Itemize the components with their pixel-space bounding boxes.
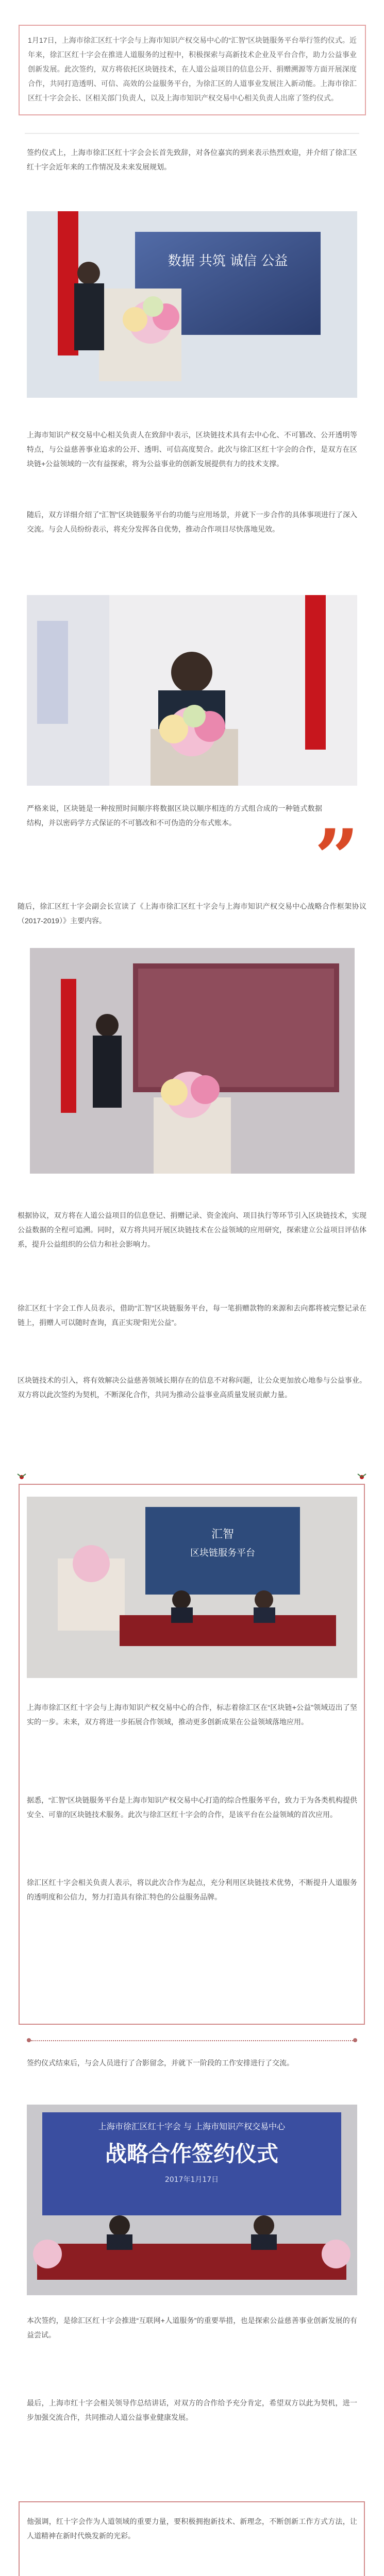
paragraph-15: 他强调，红十字会作为人道领域的重要力量，要积极拥抱新技术、新理念，不断创新工作方式方法，让人道精神在新时代焕发新的光彩。 (27, 2517, 357, 2540)
paragraph-12: 签约仪式结束后，与会人员进行了合影留念，并就下一阶段的工作安排进行了交流。 (27, 2059, 294, 2067)
paragraph-10: 据悉，“汇智”区块链服务平台是上海市知识产权交易中心打造的综合性服务平台，致力于为各类机构提供安全、可靠的区块链技术服务。此次与徐汇区红十字会的合作，是该平台在公益领域的首次应用。 (27, 1796, 357, 1819)
paragraph-4: 严格来说，区块链是一种按照时间顺序将数据区块以顺序相连的方式组合成的一种链式数据结构，并以密码学方式保证的不可篡改和不可伪造的分布式账本。 (27, 804, 322, 827)
sprig-icon (15, 1471, 28, 1483)
dotted-divider (31, 2040, 353, 2041)
ceremony-title-small: 上海市徐汇区红十字会 与 上海市知识产权交易中心 (98, 2122, 286, 2131)
quote-mark-icon: ” (314, 812, 359, 903)
dot-icon (353, 2038, 357, 2042)
paragraph-9: 上海市徐汇区红十字会与上海市知识产权交易中心的合作，标志着徐汇区在“区块链+公益”领域迈出了坚实的一步。未来，双方将进一步拓展合作领域，推动更多创新成果在公益领域落地应用。 (27, 1703, 357, 1726)
paragraph-3: 随后，双方详细介绍了“汇智”区块链服务平台的功能与应用场景，并就下一步合作的具体事项进行了深入交流。与会人员纷纷表示，将充分发挥各自优势，推动合作项目尽快落地见效。 (27, 511, 357, 533)
dot-icon (27, 2038, 31, 2042)
photo-meeting-screen (27, 1497, 357, 1678)
photo-signing-ceremony (27, 2105, 357, 2295)
stage-banner-text: 数据 共筑 诚信 公益 (168, 253, 288, 269)
paragraph-1: 签约仪式上，上海市徐汇区红十字会会长首先致辞，对各位嘉宾的到来表示热烈欢迎，并介绍了徐汇区红十字会近年来的工作情况及未来发展规划。 (27, 148, 357, 171)
paragraph-2: 上海市知识产权交易中心相关负责人在致辞中表示，区块链技术具有去中心化、不可篡改、公开透明等特点，与公益慈善事业追求的公开、透明、可信高度契合。此次与徐汇区红十字会的合作，是双方在区块链+公益领域的一次有益探索，将为公益事业的创新发展提供有力的技术支撑。 (27, 431, 357, 468)
ceremony-date: 2017年1月17日 (164, 2176, 219, 2184)
photo-podium-speaker (27, 595, 357, 786)
paragraph-8: 区块链技术的引入，将有效解决公益慈善领域长期存在的信息不对称问题，让公众更加放心地参与公益事业。双方将以此次签约为契机，不断深化合作，共同为推动公益事业高质量发展贡献力量。 (18, 1376, 366, 1399)
divider (25, 133, 359, 134)
ceremony-title-big: 战略合作签约仪式 (105, 2141, 279, 2166)
photo-stage-screen (30, 948, 355, 1174)
paragraph-11: 徐汇区红十字会相关负责人表示，将以此次合作为起点，充分利用区块链技术优势，不断提升人道服务的透明度和公信力，努力打造具有徐汇特色的公益服务品牌。 (27, 1878, 357, 1901)
intro-text: 1月17日，上海市徐汇区红十字会与上海市知识产权交易中心的“汇智”区块链服务平台举行签约仪式。近年来，徐汇区红十字会在推进人道服务的过程中，积极探索与高新技术企业及平台合作，助力公益事业创新发展。此次签约，双方将依托区块链技术，在人道公益项目的信息公开、捐赠溯源等方面开展深度合作，共同打造透明、可信、高效的公益服务平台，为徐汇区的人道事业发展注入新动能。上海市徐汇区红十字会会长、区相关部门负责人，以及上海市知识产权交易中心相关负责人出席了签约仪式。 (28, 36, 357, 102)
paragraph-7: 徐汇区红十字会工作人员表示，借助“汇智”区块链服务平台，每一笔捐赠款物的来源和去向都将被完整记录在链上，捐赠人可以随时查询，真正实现“阳光公益”。 (18, 1304, 366, 1327)
meeting-screen-line1: 汇智 (211, 1528, 235, 1541)
meeting-screen-line2: 区块链服务平台 (190, 1548, 255, 1558)
paragraph-5: 随后，徐汇区红十字会副会长宣读了《上海市徐汇区红十字会与上海市知识产权交易中心战略合作框架协议（2017-2019）》主要内容。 (18, 902, 366, 925)
intro-box (19, 25, 366, 115)
photo-stage-speech (27, 211, 357, 398)
paragraph-13: 本次签约，是徐汇区红十字会推进“互联网+人道服务”的重要举措，也是探索公益慈善事业创新发展的有益尝试。 (27, 2316, 357, 2339)
sprig-icon (356, 1471, 368, 1483)
paragraph-6: 根据协议，双方将在人道公益项目的信息登记、捐赠记录、资金流向、项目执行等环节引入区块链技术，实现公益数据的全程可追溯。同时，双方将共同开展区块链技术在公益领域的应用研究，探索建立公益项目评估体系，提升公益组织的公信力和社会影响力。 (18, 1211, 366, 1248)
paragraph-14: 最后，上海市红十字会相关领导作总结讲话，对双方的合作给予充分肯定，希望双方以此为契机，进一步加强交流合作，共同推动人道公益事业健康发展。 (27, 2399, 357, 2421)
